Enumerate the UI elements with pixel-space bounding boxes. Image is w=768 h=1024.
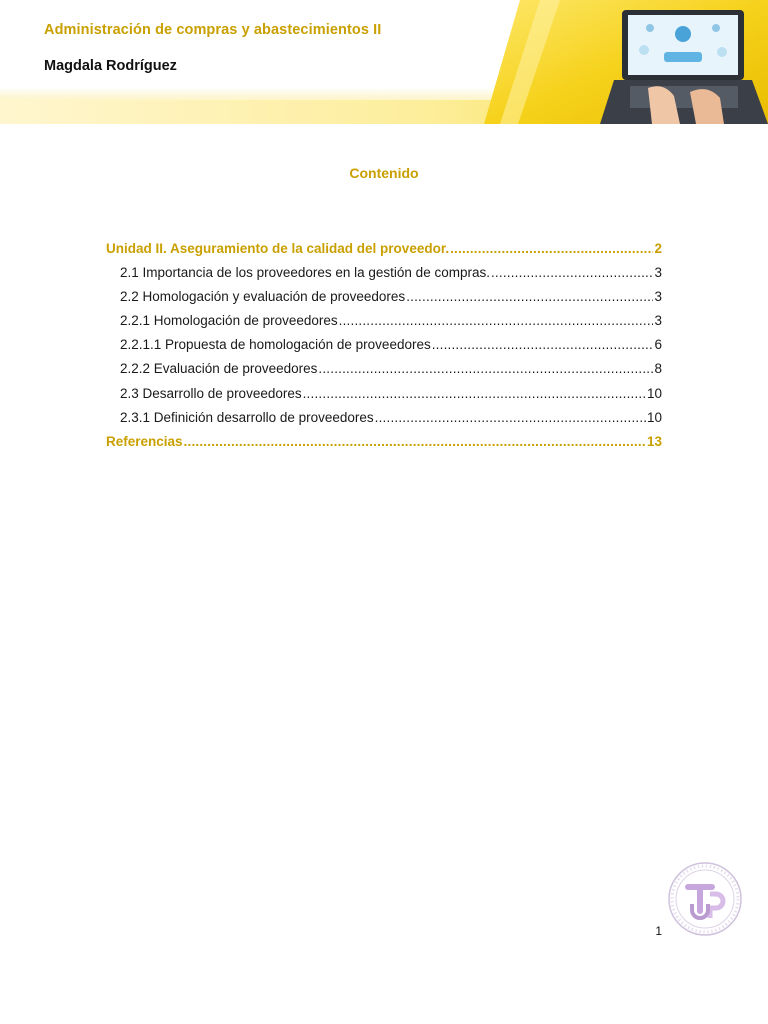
toc-entry-title: Unidad II. Aseguramiento de la calidad del proveedor. [106, 241, 450, 256]
toc-leader-dots [491, 262, 654, 284]
toc-entry-title: 2.2 Homologación y evaluación de proveedores [120, 289, 406, 305]
table-of-contents [106, 238, 662, 455]
document-author: Magdala Rodríguez [44, 58, 177, 74]
toc-entry-page: 3 [654, 289, 662, 305]
toc-entry-title: 2.2.1.1 Propuesta de homologación de proveedores [120, 337, 431, 353]
toc-leader-dots [184, 431, 646, 453]
toc-entry[interactable] [106, 431, 662, 455]
toc-entry[interactable] [106, 238, 662, 262]
toc-leader-dots [375, 407, 646, 429]
toc-leader-dots [432, 334, 654, 356]
toc-entry[interactable] [106, 286, 662, 310]
toc-entry-page: 13 [646, 433, 662, 449]
document-title: Administración de compras y abastecimientos II [44, 22, 382, 38]
toc-entry[interactable] [106, 358, 662, 382]
toc-leader-dots [339, 310, 654, 332]
toc-entry-title: Referencias [106, 433, 183, 449]
university-seal-icon [666, 860, 744, 938]
toc-entry[interactable] [106, 334, 662, 358]
toc-entry-page: 6 [654, 337, 662, 353]
toc-entry[interactable] [106, 383, 662, 407]
toc-entry-page: 3 [654, 313, 662, 329]
toc-entry-page: 10 [646, 409, 662, 425]
toc-entry-page: 8 [654, 361, 662, 377]
toc-leader-dots [450, 238, 653, 260]
page-header [0, 0, 768, 124]
toc-entry-title: 2.3 Desarrollo de proveedores [120, 385, 302, 401]
toc-entry[interactable] [106, 262, 662, 286]
toc-entry[interactable] [106, 310, 662, 334]
toc-entry[interactable] [106, 407, 662, 431]
toc-heading: Contenido [349, 165, 419, 181]
toc-entry-page: 2 [654, 241, 662, 256]
toc-leader-dots [406, 286, 653, 308]
toc-entry-title: 2.2.2 Evaluación de proveedores [120, 361, 318, 377]
toc-entry-title: 2.1 Importancia de los proveedores en la gestión de compras. [120, 265, 490, 281]
toc-entry-page: 10 [646, 385, 662, 401]
toc-entry-page: 3 [654, 265, 662, 281]
toc-leader-dots [318, 358, 653, 380]
toc-leader-dots [303, 383, 646, 405]
page-number: 1 [655, 924, 662, 938]
toc-entry-title: 2.3.1 Definición desarrollo de proveedores [120, 409, 374, 425]
toc-entry-title: 2.2.1 Homologación de proveedores [120, 313, 338, 329]
